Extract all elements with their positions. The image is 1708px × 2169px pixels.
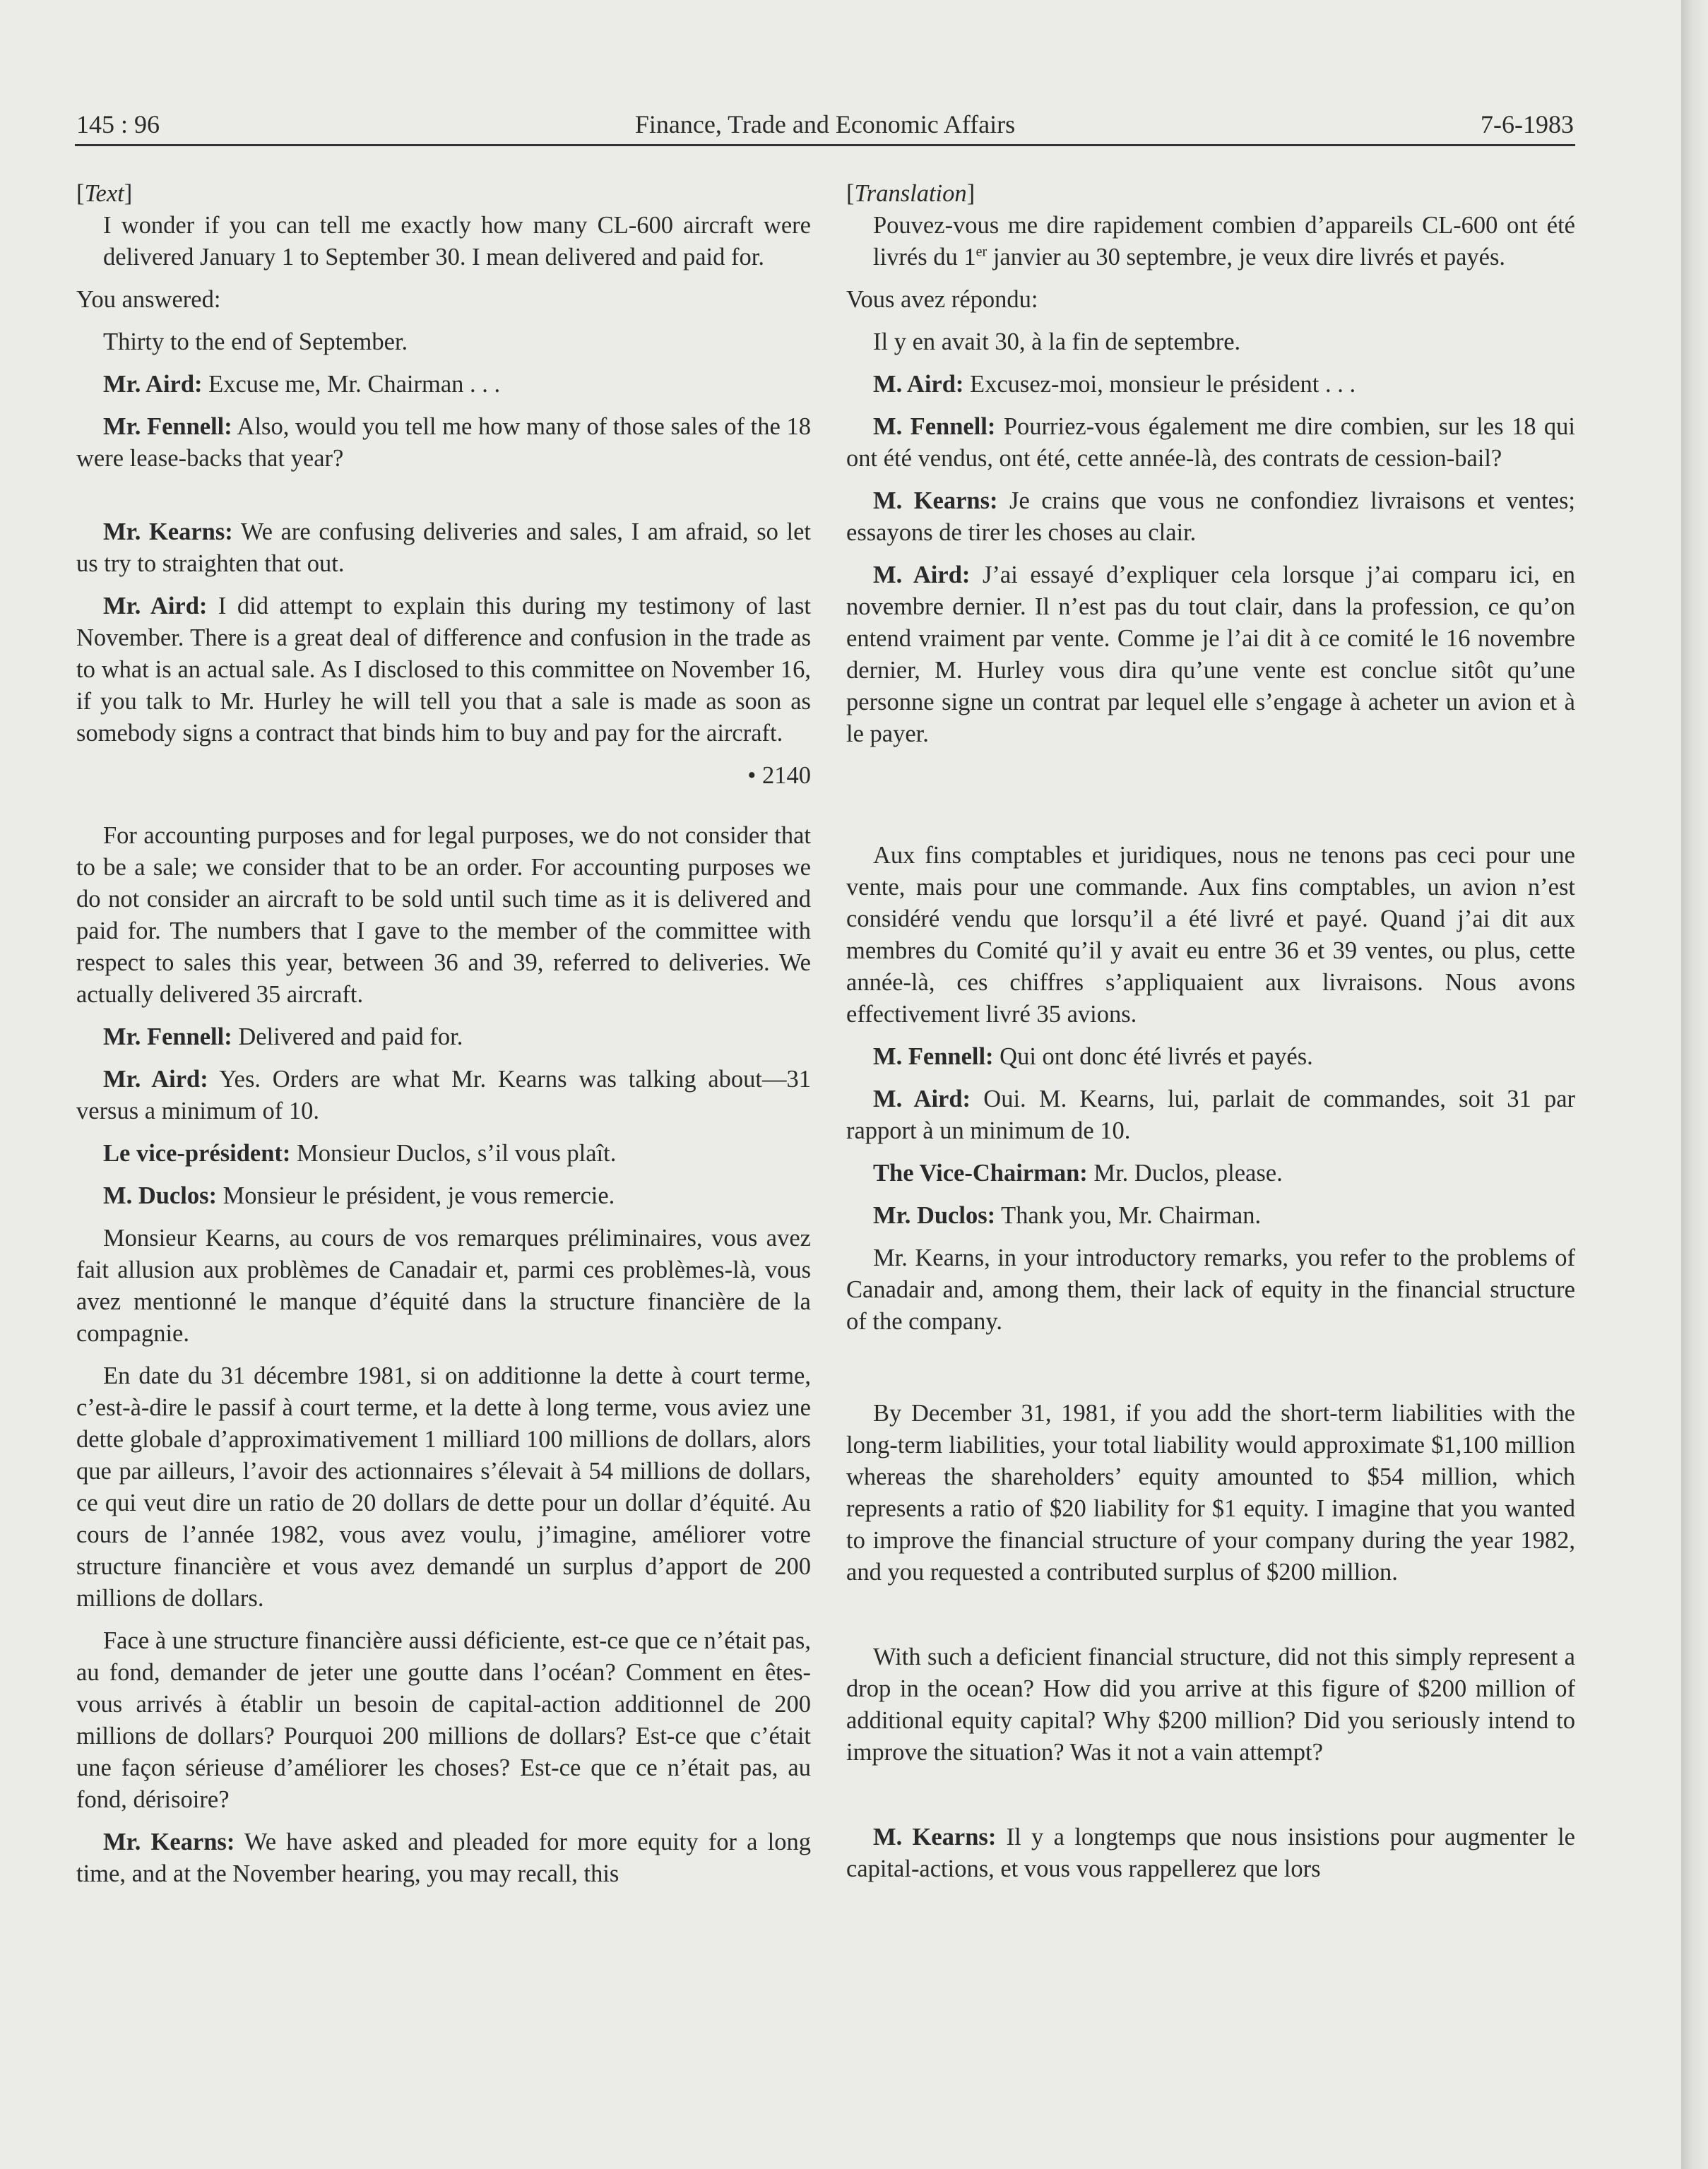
speaker-name: Mr. Kearns: — [103, 518, 233, 545]
speaker-paragraph: M. Kearns: Il y a longtemps que nous insistions pour augmenter le capital-actions, et vous vous rappellerez que lors — [846, 1824, 1575, 1882]
page-header — [76, 106, 1574, 143]
header-date: 7-6-1983 — [1481, 110, 1574, 138]
speaker-paragraph: Mr. Duclos: Thank you, Mr. Chairman. — [873, 1202, 1262, 1229]
speaker-paragraph: Mr. Kearns: We are confusing deliveries and sales, I am afraid, so let us try to straighten that out. — [76, 518, 811, 577]
speaker-paragraph: Mr. Aird: Yes. Orders are what Mr. Kearns was talking about—31 versus a minimum of 10. — [76, 1066, 811, 1124]
speaker-name: Mr. Aird: — [103, 1066, 208, 1093]
speaker-paragraph: M. Kearns: Je crains que vous ne confondiez livraisons et ventes; essayons de tirer les choses au clair. — [846, 487, 1575, 546]
section-tag: [Translation] — [846, 180, 975, 207]
speaker-paragraph: M. Fennell: Pourriez-vous également me dire combien, sur les 18 qui ont été vendus, ont été, cette année-là, des contrats de cession-bail? — [846, 413, 1576, 472]
speaker-paragraph: Mr. Kearns: We have asked and pleaded for more equity for a long time, and at the November hearing, you may recall, this — [76, 1829, 811, 1887]
speaker-name: Le vice-président: — [103, 1140, 291, 1167]
speaker-paragraph: M. Aird: Oui. M. Kearns, lui, parlait de commandes, soit 31 par rapport à un minimum de 10. — [846, 1086, 1576, 1144]
paragraph: I wonder if you can tell me exactly how many CL-600 aircraft were delivered January 1 to September 30. I mean delivered and paid for. — [103, 212, 811, 271]
speaker-name: M. Duclos: — [103, 1182, 217, 1209]
paragraph: Aux fins comptables et juridiques, nous ne tenons pas ceci pour une vente, mais pour une commande. Aux fins comptables, un avion n’est considéré vendu que lorsqu’il a été livré et payé. Quand j’ai dit aux membres du Comité qu’il y avait eu entre 36 et 39 ventes, ou plus, cette année-là, ces chiffres s’appliquaient aux livraisons. Nous avons effectivement livré 35 avions. — [846, 842, 1575, 1028]
speaker-name: M. Kearns: — [873, 487, 998, 514]
speaker-paragraph: M. Duclos: Monsieur le président, je vous remercie. — [103, 1182, 615, 1209]
paragraph: By December 31, 1981, if you add the short-term liabilities with the long-term liabilities, your total liability would approximate $1,100 million whereas the shareholders’ equity amounted to $54 million, which represents a ratio of $20 liability for $1 equity. I imagine that you wanted to improve the financial structure of your company during the year 1982, and you requested a contributed surplus of $200 million. — [846, 1400, 1575, 1586]
speaker-name: M. Aird: — [873, 561, 971, 588]
speaker-name: Mr. Fennell: — [103, 1023, 232, 1050]
paragraph: Pouvez-vous me dire rapidement combien d’appareils CL-600 ont été livrés du 1er janvier au 30 septembre, je veux dire livrés et payés. — [873, 212, 1575, 271]
paragraph: You answered: — [76, 286, 221, 313]
speaker-paragraph: Mr. Fennell: Also, would you tell me how many of those sales of the 18 were lease-backs that year? — [76, 413, 811, 472]
section-tag: [Text] — [76, 180, 133, 207]
speaker-name: M. Fennell: — [873, 1043, 994, 1070]
paragraph: With such a deficient financial structure, did not this simply represent a drop in the ocean? How did you arrive at this figure of $200 million of additional equity capital? Why $200 million? Did you seriously intend to improve the situation? Was it not a vain attempt? — [846, 1644, 1575, 1766]
paragraph: Monsieur Kearns, au cours de vos remarques préliminaires, vous avez fait allusion aux problèmes de Canadair et, parmi ces problèmes-là, vous avez mentionné le manque d’équité dans la structure financière de la compagnie. — [76, 1225, 811, 1347]
header-rule — [75, 144, 1575, 146]
page-number: 145 : 96 — [76, 110, 160, 138]
speaker-paragraph: Mr. Aird: Excuse me, Mr. Chairman . . . — [103, 371, 501, 398]
speaker-name: Mr. Duclos: — [873, 1202, 996, 1229]
paragraph: Thirty to the end of September. — [103, 328, 408, 355]
speaker-name: Mr. Kearns: — [103, 1829, 235, 1855]
paragraph: Il y en avait 30, à la fin de septembre. — [873, 328, 1241, 355]
speaker-paragraph: The Vice-Chairman: Mr. Duclos, please. — [873, 1160, 1283, 1187]
running-title: Finance, Trade and Economic Affairs — [634, 110, 1016, 138]
left-column — [76, 178, 811, 1901]
speaker-name: M. Aird: — [873, 371, 964, 398]
speaker-paragraph: M. Aird: J’ai essayé d’expliquer cela lorsque j’ai comparu ici, en novembre dernier. Il n’est pas du tout clair, dans la profession, ce qu’on entend vraiment par vente. Comme je l’ai dit à ce comité le 16 novembre dernier, M. Hurley vous dira qu’une vente est conclue sitôt qu’une personne signe un contrat par lequel elle s’engage à acheter un avion et à le payer. — [846, 561, 1575, 747]
speaker-name: Mr. Aird: — [103, 593, 208, 619]
paragraph: For accounting purposes and for legal purposes, we do not consider that to be a sale; we consider that to be an order. For accounting purposes we do not consider an aircraft to be sold until such time as it is delivered and paid for. The numbers that I gave to the member of the committee with respect to sales this year, between 36 and 39, referred to deliveries. We actually delivered 35 aircraft. — [76, 822, 811, 1008]
speaker-paragraph: Le vice-président: Monsieur Duclos, s’il vous plaît. — [103, 1140, 617, 1167]
speaker-name: Mr. Aird: — [103, 371, 203, 398]
speaker-name: M. Aird: — [873, 1086, 971, 1112]
speaker-paragraph: M. Fennell: Qui ont donc été livrés et payés. — [873, 1043, 1313, 1070]
speaker-paragraph: M. Aird: Excusez-moi, monsieur le président . . . — [873, 371, 1356, 398]
speaker-paragraph: Mr. Fennell: Delivered and paid for. — [103, 1023, 463, 1050]
paragraph: En date du 31 décembre 1981, si on additionne la dette à court terme, c’est-à-dire le passif à court terme, et la dette à long terme, vous aviez une dette globale d’approximativement 1 milliard 100 millions de dollars, alors que par ailleurs, l’avoir des actionnaires s’élevait à 54 millions de dollars, ce qui veut dire un ratio de 20 dollars de dette pour un dollar d’équité. Au cours de l’année 1982, vous avez voulu, j’imagine, améliorer votre structure financière et vous avez demandé un surplus d’apport de 200 millions de dollars. — [76, 1362, 811, 1612]
speaker-name: M. Kearns: — [873, 1824, 997, 1850]
time-marker: • 2140 — [747, 762, 811, 789]
paragraph: Vous avez répondu: — [846, 286, 1038, 313]
speaker-name: The Vice-Chairman: — [873, 1160, 1088, 1187]
right-column — [846, 178, 1575, 1896]
speaker-name: M. Fennell: — [873, 413, 996, 440]
paragraph: Face à une structure financière aussi déficiente, est-ce que ce n’était pas, au fond, demander de jeter une goutte dans l’océan? Comment en êtes-vous arrivés à établir un besoin de capital-action additionnel de 200 millions de dollars? Pourquoi 200 millions de dollars? Est-ce que c’était une façon sérieuse d’améliorer les choses? Est-ce que ce n’était pas, au fond, dérisoire? — [76, 1627, 811, 1813]
paragraph: Mr. Kearns, in your introductory remarks, you refer to the problems of Canadair and, among them, their lack of equity in the financial structure of the company. — [846, 1244, 1575, 1335]
speaker-paragraph: Mr. Aird: I did attempt to explain this during my testimony of last November. There is a great deal of difference and confusion in the trade as to what is an actual sale. As I disclosed to this committee on November 16, if you talk to Mr. Hurley he will tell you that a sale is made as soon as somebody signs a contract that binds him to buy and pay for the aircraft. — [76, 593, 812, 747]
page-edge — [1681, 0, 1708, 2169]
speaker-name: Mr. Fennell: — [103, 413, 232, 440]
